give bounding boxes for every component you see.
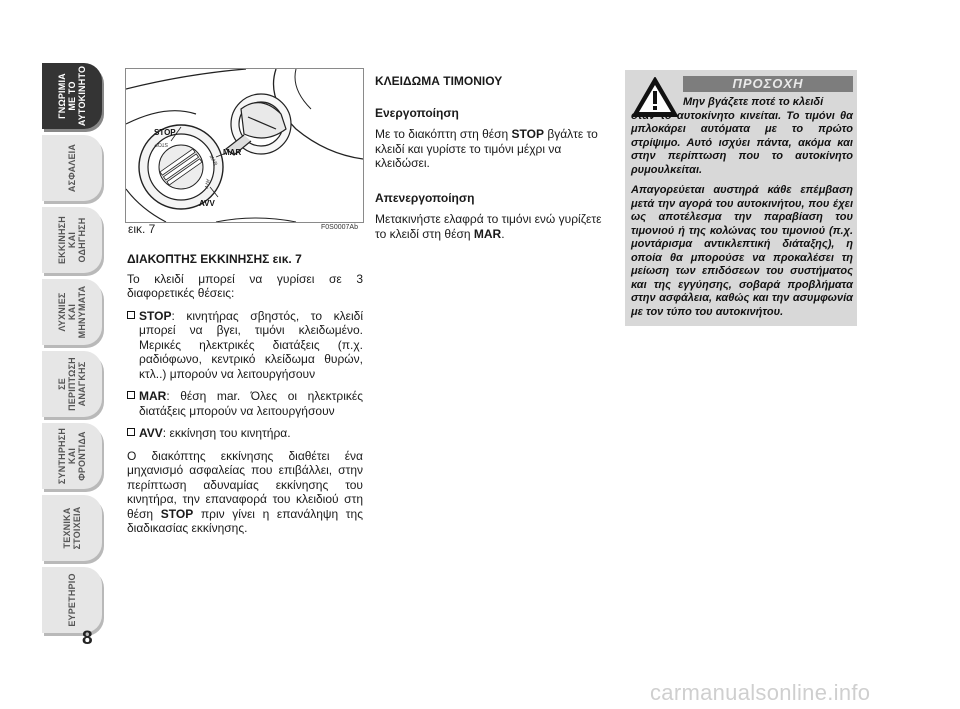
tab-label: ΓΝΩΡΙΜΙΑ ΜΕ ΤΟ ΑΥΤΟΚΙΝΗΤΟ bbox=[57, 65, 88, 127]
bullet-text: : κινητήρας σβηστός, το κλειδί μπορεί να βγει, τιμόνι κλειδωμένο. Μερικές ηλεκτρικές διατάξεις (π.χ. ραδιόφωνο, κεντρικό κλείδωμα θυρών, κτλ..) μπορούν να λειτουργήσουν bbox=[139, 308, 363, 381]
bullet-key: AVV bbox=[139, 426, 163, 440]
warning-title: ΠΡΟΣΟΧΗ bbox=[683, 76, 853, 92]
bullet-key: STOP bbox=[139, 308, 172, 323]
warning-paragraph-2: Απαγορεύεται αυστηρά κάθε επέμβαση μετά την αγορά του αυτοκινήτου, που έχει ως αποτέλεσμα την παραβίαση του τιμονιού ή της κολώνας του τιμονιού (π.χ. μοντάρισμα αντικλεπτική διάταξης), η οποία θα μπορούσε να προκαλέσει τη μείωση των επιδόσεων του συστήματος και της εγγύησης, σοβαρά προβλήματα στην ασφάλεια, καθώς και την ασυμφωνία με τον τύπο του αυτοκινήτου. bbox=[631, 184, 853, 318]
bullet-text: : θέση mar. Όλες οι ηλεκτρικές διατάξεις μπορούν να λειτουργήσουν bbox=[139, 389, 363, 418]
deactivation-text-after: . bbox=[501, 226, 505, 241]
checkbox-bullet-icon bbox=[127, 391, 135, 399]
warning-box bbox=[625, 70, 857, 326]
label-avv: AVV bbox=[199, 199, 215, 208]
checkbox-bullet-icon bbox=[127, 311, 135, 319]
tab-safety[interactable] bbox=[42, 135, 102, 201]
outro-key: STOP bbox=[160, 506, 194, 521]
dial-mar-mark: MAR bbox=[207, 154, 219, 167]
activation-title: Ενεργοποίηση bbox=[375, 105, 459, 120]
ignition-figure bbox=[125, 68, 364, 223]
tab-lights-messages[interactable] bbox=[42, 279, 102, 345]
activation-key: STOP bbox=[511, 127, 544, 141]
tab-index[interactable] bbox=[42, 567, 102, 633]
activation-text bbox=[375, 127, 607, 171]
dial-avv-mark: AVV bbox=[202, 178, 211, 189]
label-mar: MAR bbox=[223, 148, 242, 157]
steering-lock-heading: ΚΛΕΙΔΩΜΑ ΤΙΜΟΝΙΟΥ bbox=[375, 74, 503, 88]
watermark: carmanualsonline.info bbox=[650, 680, 871, 705]
tab-getting-to-know[interactable] bbox=[42, 63, 102, 129]
tab-technical-data[interactable] bbox=[42, 495, 102, 561]
tab-label: ΤΕΧΝΙΚΑ ΣΤΟΙΧΕΙΑ bbox=[62, 506, 82, 550]
bullet-key: MAR bbox=[139, 389, 167, 403]
tab-label: ΣΕ ΠΕΡΙΠΤΩΣΗ ΑΝΑΓΚΗΣ bbox=[57, 357, 87, 411]
bullet-text: : εκκίνηση του κινητήρα. bbox=[162, 426, 291, 440]
activation-text-before: Με το διακόπτη στη θέση bbox=[375, 127, 512, 141]
section-heading: ΔΙΑΚΟΠΤΗΣ ΕΚΚΙΝΗΣΗΣ εικ. 7 bbox=[127, 252, 302, 266]
bullet-avv bbox=[127, 426, 363, 441]
tab-starting-driving[interactable] bbox=[42, 207, 102, 273]
page-number: 8 bbox=[82, 628, 93, 649]
deactivation-text bbox=[375, 212, 607, 241]
intro-text: Το κλειδί μπορεί να γυρίσει σε 3 διαφορετικές θέσεις: bbox=[127, 271, 363, 300]
warning-paragraph-1: όταν το αυτοκίνητο κινείται. Το τιμόνι θα μπλοκάρει αυτόματα με το πρώτο στρίψιμο. Αυτό ισχύει πάντα, ακόμα και στην περίπτωση που το αυτοκίνητο ρυμουλκείται. bbox=[631, 109, 853, 176]
tab-emergency[interactable] bbox=[42, 351, 102, 417]
ignition-illustration bbox=[126, 69, 363, 222]
tab-label: ΛΥΧΝΙΕΣ ΚΑΙ ΜΗΝΥΜΑΤΑ bbox=[57, 285, 87, 339]
deactivation-key: MAR bbox=[473, 226, 502, 241]
steering-lock-section bbox=[375, 74, 607, 261]
checkbox-bullet-icon bbox=[127, 428, 135, 436]
warning-text bbox=[631, 96, 853, 326]
dial-stop-mark: STOP bbox=[154, 141, 168, 147]
ignition-section bbox=[127, 252, 363, 544]
tab-label: ΕΚΚΙΝΗΣΗ ΚΑΙ ΟΔΗΓΗΣΗ bbox=[57, 216, 87, 265]
deactivation-text-before: Μετακινήστε ελαφρά το τιμόνι ενώ γυρίζετε το κλειδί στη θέση bbox=[375, 212, 602, 241]
figure-caption: εικ. 7 bbox=[128, 222, 156, 236]
activation-text-after: βγάλτε το κλειδί και γυρίστε το τιμόνι μέχρι να κλειδώσει. bbox=[375, 127, 598, 170]
warning-first-line: Μην βγάζετε ποτέ το κλειδί bbox=[683, 96, 824, 108]
bullet-stop bbox=[127, 309, 363, 382]
bullet-mar bbox=[127, 389, 363, 418]
tab-label: ΑΣΦΑΛΕΙΑ bbox=[67, 143, 77, 193]
outro-text-after: πριν γίνει η επανάληψη της διαδικασίας εκκίνησης. bbox=[127, 506, 363, 535]
outro-text-before: Ο διακόπτης εκκίνησης διαθέτει ένα μηχανισμό ασφαλείας που επιβάλλει, στην περίπτωση αδυναμίας εκκίνησης του κινητήρα, την επαναφορά του κλειδιού στη θέση bbox=[127, 448, 363, 521]
tab-maintenance[interactable] bbox=[42, 423, 102, 489]
safety-mechanism-text bbox=[127, 449, 363, 536]
tab-label: ΕΥΡΕΤΗΡΙΟ bbox=[67, 573, 77, 627]
figure-code: F0S0007Ab bbox=[321, 224, 358, 231]
label-stop: STOP bbox=[154, 128, 176, 137]
deactivation-title: Απενεργοποίηση bbox=[375, 190, 475, 205]
tab-label: ΣΥΝΤΗΡΗΣΗ ΚΑΙ ΦΡΟΝΤΙΔΑ bbox=[57, 427, 87, 485]
